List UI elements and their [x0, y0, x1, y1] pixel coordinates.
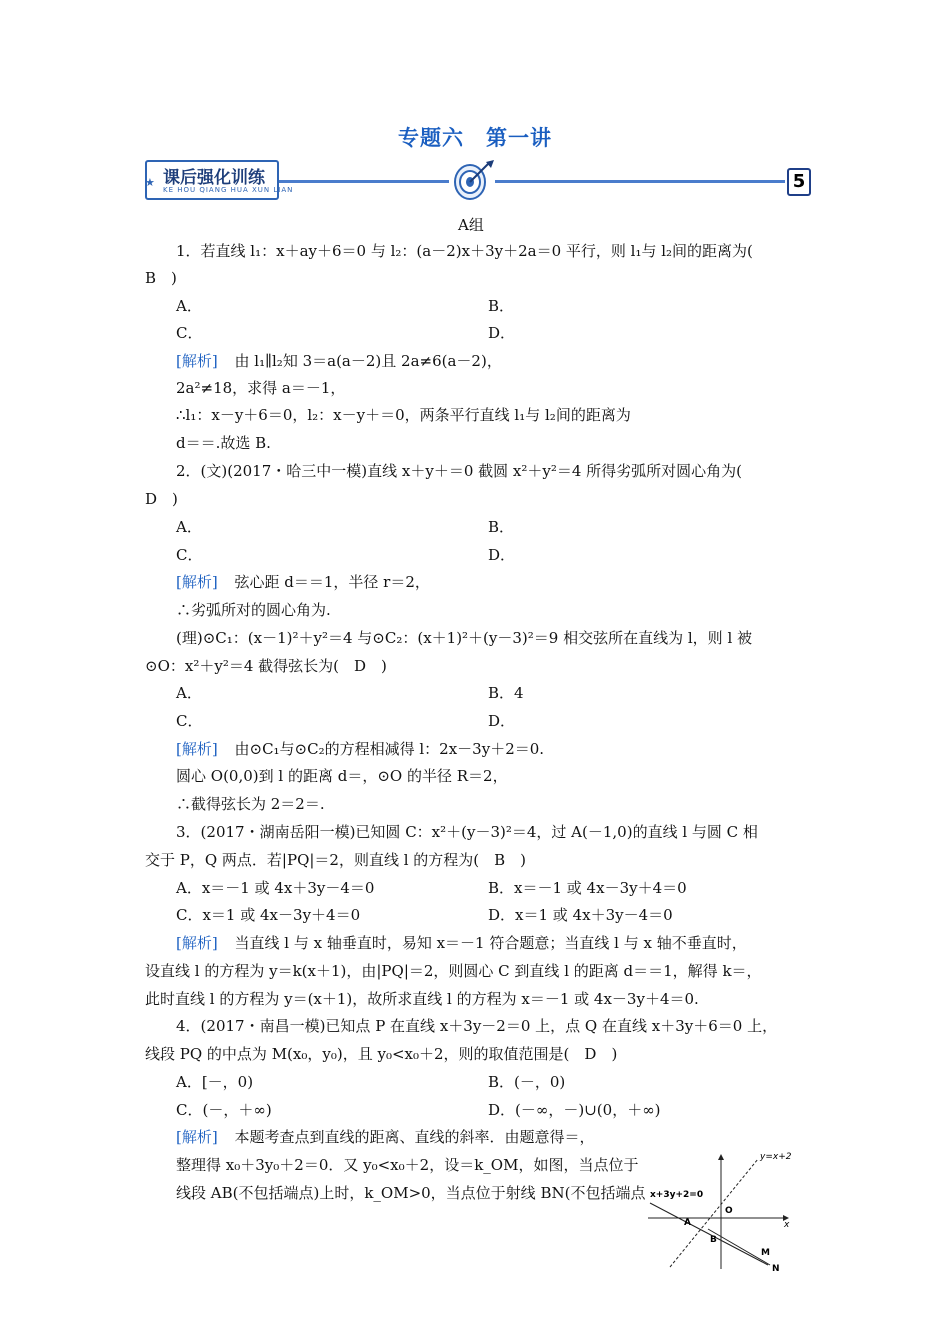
q1-stem-line2: B ) — [145, 269, 177, 287]
q2b-stem-line1: (理)⊙C₁：(x－1)²＋y²＝4 与⊙C₂：(x＋1)²＋(y－3)²＝9 相交弦所在直线为 l，则 l 被 — [176, 629, 753, 647]
q2-option-c: C． — [176, 546, 203, 564]
star-icon: ★ — [145, 176, 155, 189]
q3-option-b: B．x＝－1 或 4x－3y＋4＝0 — [488, 879, 687, 897]
q3-option-d: D．x＝1 或 4x＋3y－4＝0 — [488, 906, 673, 924]
q2-stem-line2: D ) — [145, 490, 178, 508]
solution-label: [解析] — [176, 1128, 218, 1146]
label-point-a: A — [684, 1218, 691, 1228]
banner-divider-right — [495, 180, 785, 183]
q4-solution-text: 本题考查点到直线的距离、直线的斜率．由题意得＝， — [234, 1128, 595, 1146]
banner-pinyin: KE HOU QIANG HUA XUN LIAN — [163, 186, 294, 194]
group-label: A组 — [458, 216, 484, 234]
label-line1: y=x+2 — [760, 1152, 792, 1162]
solution-label: [解析] — [176, 740, 218, 758]
line-x-3y-2 — [650, 1203, 768, 1265]
q3-solution-line3: 此时直线 l 的方程为 y＝(x＋1)，故所求直线 l 的方程为 x＝－1 或 4x－3y＋4＝0. — [145, 990, 699, 1008]
q3-solution-line2: 设直线 l 的方程为 y＝k(x＋1)，由|PQ|＝2，则圆心 C 到直线 l 的距离 d＝＝1，解得 k＝， — [145, 962, 762, 980]
label-line2: x+3y+2=0 — [650, 1190, 704, 1200]
q1-solution-text: 由 l₁∥l₂知 3＝a(a－2)且 2a≠6(a－2)， — [234, 352, 502, 370]
label-origin: O — [725, 1206, 733, 1216]
q1-solution-line3: ∴l₁：x－y＋6＝0，l₂：x－y＋＝0，两条平行直线 l₁与 l₂间的距离为 — [176, 406, 631, 424]
q4-option-d: D．(－∞，－)∪(0，＋∞) — [488, 1101, 661, 1119]
q2-option-a: A． — [176, 518, 202, 536]
q2-option-b: B． — [488, 518, 515, 536]
q2b-option-a: A． — [176, 684, 202, 702]
q1-option-b: B． — [488, 297, 515, 315]
q4-option-a: A．[－，0) — [176, 1073, 254, 1091]
ray-bn — [708, 1229, 770, 1265]
q3-solution-text: 当直线 l 与 x 轴垂直时，易知 x＝－1 符合题意；当直线 l 与 x 轴不垂直时， — [234, 934, 747, 952]
q4-option-b: B．(－，0) — [488, 1073, 566, 1091]
q1-option-a: A． — [176, 297, 202, 315]
q2b-option-c: C． — [176, 712, 203, 730]
label-point-n: N — [772, 1264, 780, 1272]
page-title: 专题六 第一讲 — [398, 126, 552, 150]
q2-solution-text: 弦心距 d＝＝1，半径 r＝2， — [234, 573, 430, 591]
section-number-badge: 5 — [787, 168, 811, 196]
q2-stem-line1: 2．(文)(2017・哈三中一模)直线 x＋y＋＝0 截圆 x²＋y²＝4 所得劣弧所对圆心角为( — [176, 462, 743, 480]
q1-stem-line1: 1．若直线 l₁：x＋ay＋6＝0 与 l₂：(a－2)x＋3y＋2a＝0 平行，则 l₁与 l₂间的距离为( — [176, 242, 753, 260]
label-x-axis: x — [784, 1220, 790, 1230]
q4-solution-line3: 线段 AB(不包括端点)上时，k_OM>0，当点位于射线 BN(不包括端点 — [176, 1184, 646, 1202]
q3-option-a: A．x＝－1 或 4x＋3y－4＝0 — [176, 879, 375, 897]
q2-option-d: D． — [488, 546, 516, 564]
q4-solution-line2: 整理得 x₀＋3y₀＋2＝0．又 y₀<x₀＋2，设＝k_OM，如图，当点位于 — [176, 1156, 639, 1174]
q1-option-d: D． — [488, 324, 516, 342]
q3-option-c: C．x＝1 或 4x－3y＋4＝0 — [176, 906, 361, 924]
q2b-solution-line2: 圆心 O(0,0)到 l 的距离 d＝，⊙O 的半径 R＝2， — [176, 767, 508, 785]
q2b-solution-line1 — [176, 739, 544, 759]
q3-stem-line2: 交于 P，Q 两点．若|PQ|＝2，则直线 l 的方程为( B ) — [145, 851, 527, 869]
q4-option-c: C．(－，＋∞) — [176, 1101, 272, 1119]
banner-divider-left — [279, 180, 449, 183]
q4-stem-line2: 线段 PQ 的中点为 M(x₀，y₀)，且 y₀<x₀＋2，则的取值范围是( D ) — [145, 1045, 618, 1063]
q1-solution-line1 — [176, 351, 502, 371]
q1-solution-line2: 2a²≠18，求得 a＝－1， — [176, 379, 346, 397]
solution-label: [解析] — [176, 352, 218, 370]
q1-solution-line4: d＝＝.故选 B. — [176, 434, 271, 452]
banner-box — [145, 160, 294, 200]
q2-solution-line1 — [176, 572, 430, 592]
q4-solution-line1 — [176, 1127, 595, 1147]
label-point-b: B — [710, 1235, 717, 1245]
label-point-m: M — [761, 1248, 770, 1258]
line-graph-figure — [648, 1147, 798, 1272]
q1-option-c: C． — [176, 324, 203, 342]
q2-solution-line2: ∴劣弧所对的圆心角为. — [176, 601, 331, 619]
target-icon — [448, 158, 498, 202]
section-banner — [145, 158, 810, 202]
solution-label: [解析] — [176, 573, 218, 591]
q4-stem-line1: 4．(2017・南昌一模)已知点 P 在直线 x＋3y－2＝0 上，点 Q 在直线 x＋3y＋6＝0 上， — [176, 1017, 778, 1035]
q3-stem-line1: 3．(2017・湖南岳阳一模)已知圆 C：x²＋(y－3)²＝4，过 A(－1,0)的直线 l 与圆 C 相 — [176, 823, 758, 841]
banner-label: 课后强化训练 — [163, 168, 265, 188]
q2b-solution-line3: ∴截得弦长为 2＝2＝. — [176, 795, 325, 813]
q2b-solution-text: 由⊙C₁与⊙C₂的方程相减得 l：2x－3y＋2＝0. — [234, 740, 545, 758]
q2b-option-d: D． — [488, 712, 516, 730]
solution-label: [解析] — [176, 934, 218, 952]
q3-solution-line1 — [176, 933, 747, 953]
q2b-option-b: B．4 — [488, 684, 524, 702]
q2b-stem-line2: ⊙O：x²＋y²＝4 截得弦长为( D ) — [145, 657, 387, 675]
